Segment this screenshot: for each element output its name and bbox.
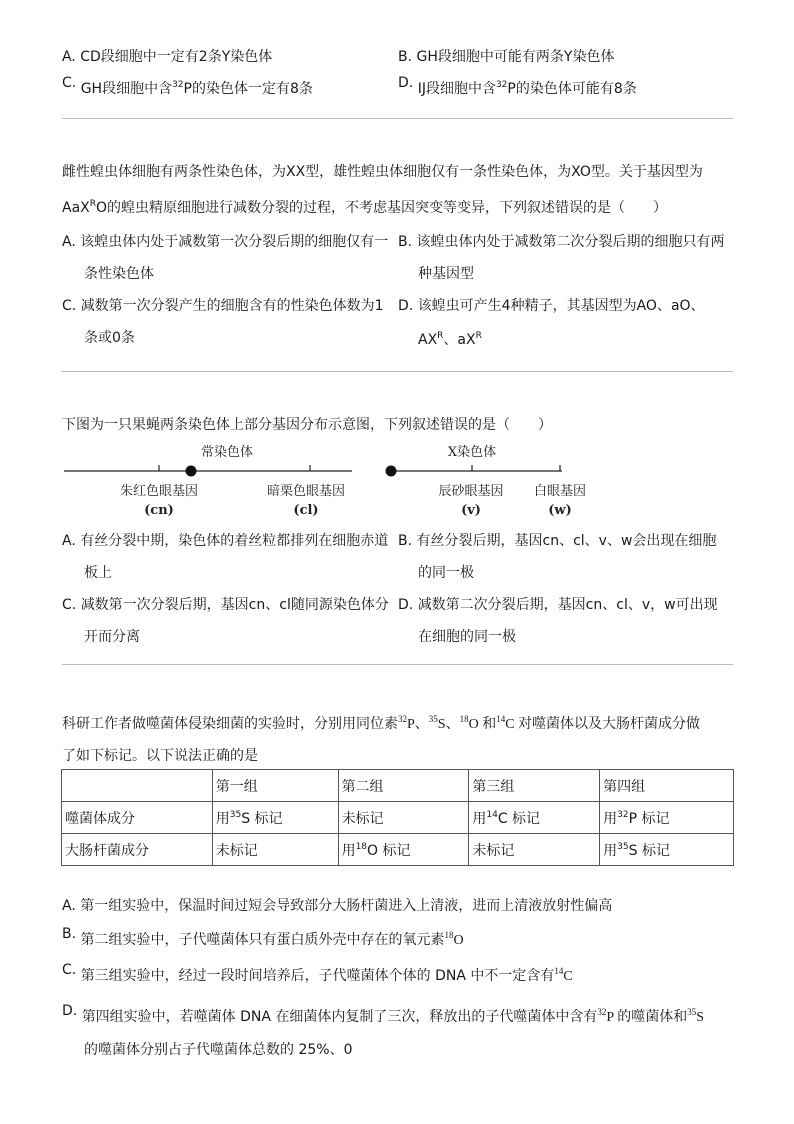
divider <box>62 664 733 665</box>
option-text: 该蝗虫可产生4种精子，其基因型为AO、aO、 <box>417 298 705 314</box>
q2-option-b-line2: 种基因型 <box>418 266 474 282</box>
option-letter: B. <box>398 533 413 549</box>
q1-option-c <box>62 75 313 98</box>
table-row-label: 噬菌体成分 <box>62 802 213 834</box>
autosome-centromere <box>186 466 197 477</box>
table-header-cell <box>62 770 213 802</box>
q4-stem-line2: 了如下标记。以下说法正确的是 <box>62 748 258 764</box>
q3-option-d-line2: 在细胞的同一极 <box>418 629 516 645</box>
table-cell: 用$^{35}$S 标记 <box>600 834 734 866</box>
q2-option-a-line2: 条性染色体 <box>84 266 154 282</box>
q2-option-a <box>62 231 388 251</box>
table-header-cell: 第三组 <box>469 770 600 802</box>
table-cell: 用$^{18}$O 标记 <box>338 834 469 866</box>
q3-option-b <box>398 530 716 550</box>
option-text: 有丝分裂后期，基因cn、cl、v、w会出现在细胞 <box>416 533 717 549</box>
table-row-label: 大肠杆菌成分 <box>62 834 213 866</box>
table-header-cell: 第二组 <box>338 770 469 802</box>
table-cell: 未标记 <box>338 802 469 834</box>
q4-option-a <box>62 895 612 915</box>
option-text: 该蝗虫体内处于减数第一次分裂后期的细胞仅有一 <box>80 234 389 250</box>
q3-option-c-line2: 开而分离 <box>84 629 140 645</box>
option-text: 第三组实验中，经过一段时间培养后，子代噬菌体个体的 DNA 中不一定含有$^{14}$C <box>80 966 573 984</box>
q2-option-d <box>398 295 705 315</box>
table-cell: 未标记 <box>212 834 338 866</box>
option-letter: A. <box>62 49 76 65</box>
q3-option-c <box>62 594 389 614</box>
q1-option-d <box>398 75 637 98</box>
q1-option-a <box>62 46 272 66</box>
q2-option-c <box>62 295 384 315</box>
option-letter: A. <box>62 533 76 549</box>
autosome-title: 常染色体 <box>200 445 254 460</box>
option-letter: C. <box>62 75 77 91</box>
chromosome-diagram <box>60 438 600 522</box>
option-text: GH段细胞中含$^{32}$P的染色体一定有8条 <box>80 80 313 97</box>
table-header-cell: 第一组 <box>212 770 338 802</box>
gene-label-cl: 暗栗色眼基因 <box>266 484 346 499</box>
q2-option-c-line2: 条或0条 <box>84 330 135 346</box>
option-letter: B. <box>398 49 413 65</box>
option-letter: B. <box>398 234 413 250</box>
x-chromosome-title: X染色体 <box>447 445 497 460</box>
option-letter: D. <box>62 1003 78 1019</box>
gene-label-w: 白眼基因 <box>533 484 587 499</box>
gene-symbol-v: (v) <box>461 503 481 518</box>
option-letter: B. <box>62 926 77 942</box>
q4-option-c <box>62 962 573 985</box>
gene-symbol-cl: (cl) <box>293 503 319 518</box>
q3-option-a-line2: 板上 <box>84 565 112 581</box>
option-letter: C. <box>62 597 77 613</box>
q3-option-d <box>398 594 718 614</box>
option-text: 减数第一次分裂后期，基因cn、cl随同源染色体分 <box>80 597 389 613</box>
option-letter: D. <box>398 298 414 314</box>
labeling-table <box>61 769 734 866</box>
option-letter: A. <box>62 898 76 914</box>
q4-stem-line1: 科研工作者做噬菌体侵染细菌的实验时，分别用同位素$^{32}$P、$^{35}$S、$^{18}$O 和$^{14}$C 对噬菌体以及大肠杆菌成分做 <box>62 714 701 732</box>
table-cell: 用$^{14}$C 标记 <box>469 802 600 834</box>
divider <box>62 118 733 119</box>
gene-symbol-cn: (cn) <box>144 503 174 518</box>
option-letter: C. <box>62 962 77 978</box>
option-text: IJ段细胞中含$^{32}$P的染色体可能有8条 <box>417 80 637 97</box>
option-text: 第四组实验中，若噬菌体 DNA 在细菌体内复制了三次，释放出的子代噬菌体中含有$^{32}$P 的噬菌体和$^{35}$S <box>81 1007 704 1025</box>
q3-option-b-line2: 的同一极 <box>418 565 474 581</box>
q3-option-a <box>62 530 388 550</box>
q2-option-b <box>398 231 725 251</box>
table-cell: 用$^{32}$P 标记 <box>600 802 734 834</box>
option-text: 减数第一次分裂产生的细胞含有的性染色体数为1 <box>80 298 384 314</box>
q4-option-d-line2: 的噬菌体分别占子代噬菌体总数的 25%、0 <box>84 1042 353 1058</box>
q4-option-b <box>62 926 464 949</box>
q2-stem-line2: AaX$^R$O的蝗虫精原细胞进行减数分裂的过程，不考虑基因突变等变异，下列叙述错误的是（ ） <box>62 199 668 216</box>
x-chromosome-centromere <box>386 466 397 477</box>
q2-option-d-line2: $AX^R$、$aX^R$ <box>418 331 482 348</box>
table-row <box>62 834 734 866</box>
option-letter: A. <box>62 234 76 250</box>
option-text: 该蝗虫体内处于减数第二次分裂后期的细胞只有两 <box>416 234 725 250</box>
q2-stem-line1: 雌性蝗虫体细胞有两条性染色体，为XX型，雄性蝗虫体细胞仅有一条性染色体，为XO型。关于基因型为 <box>62 164 703 180</box>
option-letter: D. <box>398 597 414 613</box>
table-header-cell: 第四组 <box>600 770 734 802</box>
table-header-row <box>62 770 734 802</box>
divider <box>62 371 733 372</box>
option-text: 有丝分裂中期，染色体的着丝粒都排列在细胞赤道 <box>80 533 389 549</box>
table-cell: 未标记 <box>469 834 600 866</box>
table-row <box>62 802 734 834</box>
q3-stem: 下图为一只果蝇两条染色体上部分基因分布示意图，下列叙述错误的是（ ） <box>62 417 552 433</box>
gene-label-v: 辰砂眼基因 <box>438 484 504 499</box>
q1-option-b <box>398 46 614 66</box>
option-text: 第一组实验中，保温时间过短会导致部分大肠杆菌进入上清液，进而上清液放射性偏高 <box>80 898 613 914</box>
gene-symbol-w: (w) <box>548 503 572 518</box>
option-text: 减数第二次分裂后期，基因cn、cl、v，w可出现 <box>417 597 718 613</box>
option-letter: D. <box>398 75 414 91</box>
gene-label-cn: 朱红色眼基因 <box>119 484 199 499</box>
option-text: GH段细胞中可能有两条Y染色体 <box>416 49 615 65</box>
option-text: 第二组实验中，子代噬菌体只有蛋白质外壳中存在的氧元素$^{18}$O <box>80 930 464 948</box>
table-cell: 用$^{35}$S 标记 <box>212 802 338 834</box>
q4-option-d <box>62 1003 704 1026</box>
option-letter: C. <box>62 298 77 314</box>
option-text: CD段细胞中一定有2条Y染色体 <box>80 49 273 65</box>
